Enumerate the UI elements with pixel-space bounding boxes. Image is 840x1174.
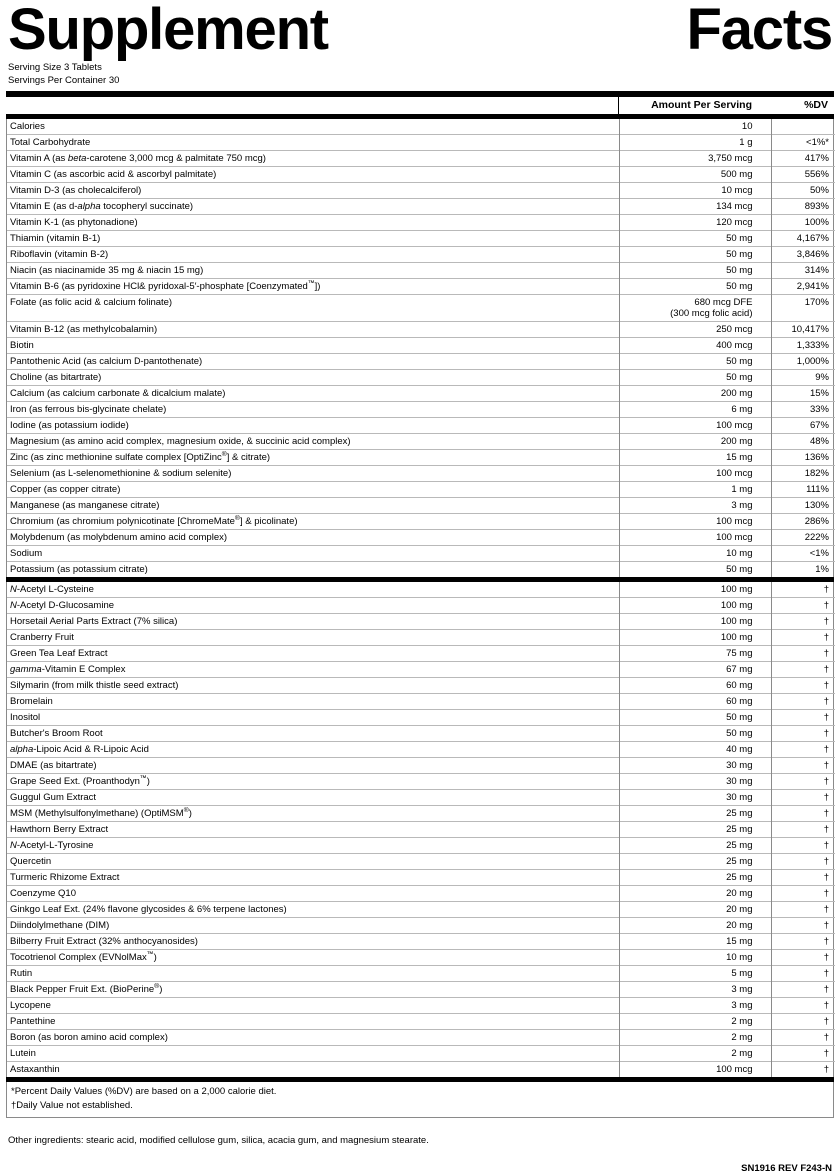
serving-info: [6, 62, 834, 87]
ingredient-name: Iron (as ferrous bis-glycinate chelate): [7, 402, 619, 418]
ingredient-amount: 1 g: [619, 135, 771, 151]
ingredient-daily-value: †: [771, 662, 835, 678]
ingredient-name: alpha-Lipoic Acid & R-Lipoic Acid: [7, 742, 619, 758]
ingredient-row: [7, 822, 835, 838]
ingredient-daily-value: †: [771, 774, 835, 790]
ingredient-row: [7, 338, 835, 354]
ingredient-daily-value: 3,846%: [771, 247, 835, 263]
ingredient-row: [7, 646, 835, 662]
ingredient-amount: 1 mg: [619, 482, 771, 498]
ingredient-row: [7, 774, 835, 790]
ingredient-daily-value: †: [771, 758, 835, 774]
ingredient-amount: 15 mg: [619, 450, 771, 466]
ingredient-name: Calories: [7, 119, 619, 135]
ingredient-daily-value: 222%: [771, 530, 835, 546]
ingredient-amount-sub: (300 mcg folic acid): [670, 308, 753, 320]
ingredient-row: [7, 854, 835, 870]
ingredient-daily-value: 10,417%: [771, 322, 835, 338]
ingredient-amount: 200 mg: [619, 386, 771, 402]
footnote-percent-dv: *Percent Daily Values (%DV) are based on a 2,000 calorie diet.: [11, 1086, 277, 1098]
ingredient-amount: 2 mg: [619, 1030, 771, 1046]
ingredient-daily-value: 67%: [771, 418, 835, 434]
ingredient-row: [7, 498, 835, 514]
ingredient-amount: 50 mg: [619, 370, 771, 386]
ingredient-row: [7, 886, 835, 902]
ingredient-amount: 100 mcg: [619, 418, 771, 434]
ingredient-row: [7, 167, 835, 183]
ingredient-name: Vitamin C (as ascorbic acid & ascorbyl palmitate): [7, 167, 619, 183]
ingredient-name: Hawthorn Berry Extract: [7, 822, 619, 838]
ingredient-name: Vitamin D-3 (as cholecalciferol): [7, 183, 619, 199]
ingredient-name: Folate (as folic acid & calcium folinate): [7, 295, 619, 322]
ingredient-amount: 2 mg: [619, 1014, 771, 1030]
ingredient-name: Quercetin: [7, 854, 619, 870]
ingredient-row: [7, 726, 835, 742]
ingredient-daily-value: †: [771, 1046, 835, 1062]
ingredient-row: [7, 614, 835, 630]
ingredient-name: Horsetail Aerial Parts Extract (7% silica): [7, 614, 619, 630]
ingredient-row: [7, 678, 835, 694]
ingredient-amount: 30 mg: [619, 790, 771, 806]
ingredient-row: [7, 598, 835, 614]
ingredient-amount: 30 mg: [619, 758, 771, 774]
ingredient-amount: 67 mg: [619, 662, 771, 678]
footnotes: [6, 1082, 834, 1117]
ingredient-name: Vitamin B-12 (as methylcobalamin): [7, 322, 619, 338]
ingredient-amount: 50 mg: [619, 354, 771, 370]
ingredient-amount: 20 mg: [619, 886, 771, 902]
ingredient-name: Iodine (as potassium iodide): [7, 418, 619, 434]
ingredient-row: [7, 710, 835, 726]
ingredient-amount: 25 mg: [619, 838, 771, 854]
ingredient-name: Boron (as boron amino acid complex): [7, 1030, 619, 1046]
header-nutrient: [6, 97, 618, 114]
ingredient-row: [7, 902, 835, 918]
ingredient-row: [7, 966, 835, 982]
ingredient-amount: 10 mcg: [619, 183, 771, 199]
ingredient-daily-value: 111%: [771, 482, 835, 498]
ingredient-name: Lycopene: [7, 998, 619, 1014]
header-amount-per-serving: Amount Per Serving: [618, 97, 770, 114]
ingredient-amount: 3 mg: [619, 982, 771, 998]
ingredient-name: Diindolylmethane (DIM): [7, 918, 619, 934]
ingredient-daily-value: †: [771, 1014, 835, 1030]
ingredient-row: [7, 199, 835, 215]
ingredient-row: [7, 1046, 835, 1062]
ingredient-name: Tocotrienol Complex (EVNolMax™): [7, 950, 619, 966]
ingredient-amount: 10 mg: [619, 546, 771, 562]
nutrient-group-main: [6, 119, 834, 577]
ingredient-amount: 75 mg: [619, 646, 771, 662]
ingredient-daily-value: †: [771, 998, 835, 1014]
ingredient-daily-value: 33%: [771, 402, 835, 418]
ingredient-name: Thiamin (vitamin B-1): [7, 231, 619, 247]
ingredient-row: [7, 215, 835, 231]
ingredient-name: Rutin: [7, 966, 619, 982]
ingredient-daily-value: 100%: [771, 215, 835, 231]
ingredient-row: [7, 279, 835, 295]
ingredient-daily-value: †: [771, 646, 835, 662]
ingredient-daily-value: †: [771, 598, 835, 614]
ingredient-name: Magnesium (as amino acid complex, magnesium oxide, & succinic acid complex): [7, 434, 619, 450]
ingredient-row: [7, 514, 835, 530]
ingredient-amount: 25 mg: [619, 806, 771, 822]
ingredient-amount: 10: [619, 119, 771, 135]
ingredient-daily-value: 182%: [771, 466, 835, 482]
ingredient-name: Coenzyme Q10: [7, 886, 619, 902]
ingredient-amount: 100 mg: [619, 614, 771, 630]
ingredient-row: [7, 183, 835, 199]
ingredient-name: Biotin: [7, 338, 619, 354]
ingredient-row: [7, 546, 835, 562]
ingredient-daily-value: †: [771, 870, 835, 886]
ingredient-daily-value: †: [771, 838, 835, 854]
ingredient-row: [7, 151, 835, 167]
ingredient-amount: 30 mg: [619, 774, 771, 790]
ingredient-name: Choline (as bitartrate): [7, 370, 619, 386]
ingredient-row: [7, 322, 835, 338]
ingredient-row: [7, 934, 835, 950]
ingredient-row: [7, 386, 835, 402]
ingredient-daily-value: 1,333%: [771, 338, 835, 354]
ingredient-amount: 50 mg: [619, 726, 771, 742]
ingredient-amount: 250 mcg: [619, 322, 771, 338]
ingredient-daily-value: 50%: [771, 183, 835, 199]
ingredient-daily-value: †: [771, 918, 835, 934]
ingredient-amount: 60 mg: [619, 678, 771, 694]
ingredient-row: [7, 918, 835, 934]
ingredient-daily-value: †: [771, 614, 835, 630]
ingredient-row: [7, 630, 835, 646]
ingredient-name: Molybdenum (as molybdenum amino acid complex): [7, 530, 619, 546]
ingredient-daily-value: 556%: [771, 167, 835, 183]
ingredient-daily-value: †: [771, 854, 835, 870]
ingredient-amount: 50 mg: [619, 710, 771, 726]
ingredient-daily-value: [771, 119, 835, 135]
ingredient-daily-value: †: [771, 902, 835, 918]
ingredient-daily-value: <1%: [771, 546, 835, 562]
ingredient-name: Potassium (as potassium citrate): [7, 562, 619, 578]
ingredient-name: Turmeric Rhizome Extract: [7, 870, 619, 886]
column-header-table: [6, 97, 834, 114]
ingredient-row: [7, 135, 835, 151]
ingredient-daily-value: †: [771, 966, 835, 982]
ingredient-name: Pantothenic Acid (as calcium D-pantothenate): [7, 354, 619, 370]
ingredient-daily-value: 15%: [771, 386, 835, 402]
nutrient-table-main: [7, 119, 835, 577]
ingredient-daily-value: †: [771, 1062, 835, 1078]
ingredient-amount: 500 mg: [619, 167, 771, 183]
ingredient-row: [7, 263, 835, 279]
ingredient-amount: 20 mg: [619, 918, 771, 934]
ingredient-daily-value: 170%: [771, 295, 835, 322]
ingredient-amount: 2 mg: [619, 1046, 771, 1062]
ingredient-row: [7, 790, 835, 806]
ingredient-daily-value: 2,941%: [771, 279, 835, 295]
nutrient-group-blend: [6, 582, 834, 1077]
ingredient-row: [7, 562, 835, 578]
ingredient-amount: 3,750 mcg: [619, 151, 771, 167]
ingredient-daily-value: †: [771, 1030, 835, 1046]
ingredient-name: Lutein: [7, 1046, 619, 1062]
ingredient-name: gamma-Vitamin E Complex: [7, 662, 619, 678]
ingredient-row: [7, 806, 835, 822]
ingredient-daily-value: <1%*: [771, 135, 835, 151]
ingredient-amount: 50 mg: [619, 562, 771, 578]
ingredient-name: Ginkgo Leaf Ext. (24% flavone glycosides & 6% terpene lactones): [7, 902, 619, 918]
ingredient-daily-value: †: [771, 822, 835, 838]
ingredient-amount: 100 mg: [619, 598, 771, 614]
ingredient-amount: 15 mg: [619, 934, 771, 950]
ingredient-daily-value: †: [771, 806, 835, 822]
ingredient-daily-value: †: [771, 790, 835, 806]
ingredient-amount: 100 mcg: [619, 530, 771, 546]
ingredient-name: Total Carbohydrate: [7, 135, 619, 151]
ingredient-amount: 100 mcg: [619, 466, 771, 482]
ingredient-amount: 25 mg: [619, 822, 771, 838]
column-header-row: [6, 97, 834, 114]
ingredient-amount: 120 mcg: [619, 215, 771, 231]
ingredient-daily-value: 48%: [771, 434, 835, 450]
ingredient-name: Vitamin K-1 (as phytonadione): [7, 215, 619, 231]
ingredient-name: Bilberry Fruit Extract (32% anthocyanosides): [7, 934, 619, 950]
ingredient-daily-value: †: [771, 934, 835, 950]
header-percent-dv: %DV: [804, 99, 828, 112]
ingredient-daily-value: †: [771, 710, 835, 726]
ingredient-amount: 25 mg: [619, 870, 771, 886]
ingredient-amount: 50 mg: [619, 263, 771, 279]
ingredient-name: DMAE (as bitartrate): [7, 758, 619, 774]
ingredient-name: Inositol: [7, 710, 619, 726]
ingredient-name: N-Acetyl L-Cysteine: [7, 582, 619, 598]
ingredient-daily-value: †: [771, 982, 835, 998]
ingredient-name: MSM (Methylsulfonylmethane) (OptiMSM®): [7, 806, 619, 822]
ingredient-daily-value: 130%: [771, 498, 835, 514]
ingredient-daily-value: †: [771, 742, 835, 758]
ingredient-daily-value: †: [771, 678, 835, 694]
ingredient-name: Guggul Gum Extract: [7, 790, 619, 806]
ingredient-name: Bromelain: [7, 694, 619, 710]
ingredient-amount: 25 mg: [619, 854, 771, 870]
ingredient-name: Astaxanthin: [7, 1062, 619, 1078]
ingredient-daily-value: †: [771, 630, 835, 646]
ingredient-daily-value: †: [771, 694, 835, 710]
ingredient-row: [7, 1062, 835, 1078]
ingredient-row: [7, 950, 835, 966]
ingredient-name: Riboflavin (vitamin B-2): [7, 247, 619, 263]
ingredient-row: [7, 247, 835, 263]
servings-per-container: Servings Per Container 30: [8, 74, 120, 86]
ingredient-row: [7, 1014, 835, 1030]
product-code: SN1916 REV F243-N: [741, 1162, 832, 1174]
other-ingredients: Other ingredients: stearic acid, modified cellulose gum, silica, acacia gum, and magnesium stearate.: [8, 1134, 429, 1146]
title-word-supplement: Supplement: [8, 0, 328, 62]
ingredient-daily-value: 1,000%: [771, 354, 835, 370]
ingredient-name: Vitamin A (as beta-carotene 3,000 mcg & palmitate 750 mcg): [7, 151, 619, 167]
ingredient-name: Grape Seed Ext. (Proanthodyn™): [7, 774, 619, 790]
ingredient-name: Copper (as copper citrate): [7, 482, 619, 498]
footnote-dagger: †Daily Value not established.: [11, 1099, 133, 1111]
ingredient-name: Chromium (as chromium polynicotinate [ChromeMate®] & picolinate): [7, 514, 619, 530]
ingredient-name: Black Pepper Fruit Ext. (BioPerine®): [7, 982, 619, 998]
ingredient-amount: 20 mg: [619, 902, 771, 918]
ingredient-daily-value: 893%: [771, 199, 835, 215]
ingredient-amount: 10 mg: [619, 950, 771, 966]
ingredient-name: Silymarin (from milk thistle seed extract): [7, 678, 619, 694]
ingredient-daily-value: †: [771, 886, 835, 902]
ingredient-amount: 100 mcg: [619, 1062, 771, 1078]
ingredient-row: [7, 838, 835, 854]
ingredient-daily-value: 1%: [771, 562, 835, 578]
ingredient-row: [7, 662, 835, 678]
ingredient-row: [7, 466, 835, 482]
ingredient-amount: 5 mg: [619, 966, 771, 982]
ingredient-name: Vitamin B-6 (as pyridoxine HCl& pyridoxal-5′-phosphate [Coenzymated™]): [7, 279, 619, 295]
ingredient-row: [7, 119, 835, 135]
ingredient-daily-value: 314%: [771, 263, 835, 279]
ingredient-daily-value: †: [771, 950, 835, 966]
ingredient-amount: 680 mcg DFE (300 mcg folic acid): [619, 295, 771, 322]
ingredient-amount: 134 mcg: [619, 199, 771, 215]
ingredient-amount: 3 mg: [619, 498, 771, 514]
nutrient-table-blend: [7, 582, 835, 1077]
ingredient-amount: 50 mg: [619, 279, 771, 295]
ingredient-row: [7, 482, 835, 498]
ingredient-row: [7, 434, 835, 450]
serving-size: Serving Size 3 Tablets: [8, 62, 102, 74]
ingredient-name: Sodium: [7, 546, 619, 562]
title-word-facts: Facts: [686, 0, 832, 62]
ingredient-row: [7, 530, 835, 546]
ingredient-name: Vitamin E (as d-alpha tocopheryl succinate): [7, 199, 619, 215]
ingredient-amount: 50 mg: [619, 247, 771, 263]
ingredient-row: [7, 982, 835, 998]
ingredient-name: Zinc (as zinc methionine sulfate complex [OptiZinc®] & citrate): [7, 450, 619, 466]
ingredient-row: [7, 742, 835, 758]
ingredient-row: [7, 1030, 835, 1046]
ingredient-name: Manganese (as manganese citrate): [7, 498, 619, 514]
ingredient-amount: 50 mg: [619, 231, 771, 247]
ingredient-row: [7, 998, 835, 1014]
ingredient-daily-value: 286%: [771, 514, 835, 530]
ingredient-daily-value: 4,167%: [771, 231, 835, 247]
ingredient-row: [7, 450, 835, 466]
ingredient-row: [7, 870, 835, 886]
ingredient-name: N-Acetyl-L-Tyrosine: [7, 838, 619, 854]
ingredient-amount: 100 mg: [619, 582, 771, 598]
ingredient-daily-value: 9%: [771, 370, 835, 386]
ingredient-name: Butcher's Broom Root: [7, 726, 619, 742]
ingredient-amount: 100 mg: [619, 630, 771, 646]
panel-title: [6, 0, 834, 62]
ingredient-row: [7, 370, 835, 386]
ingredient-row: [7, 295, 835, 322]
ingredient-row: [7, 354, 835, 370]
ingredient-daily-value: †: [823, 584, 829, 596]
ingredient-amount: 100 mcg: [619, 514, 771, 530]
ingredient-amount: 6 mg: [619, 402, 771, 418]
ingredient-row: [7, 758, 835, 774]
ingredient-amount: 40 mg: [619, 742, 771, 758]
ingredient-daily-value: †: [771, 726, 835, 742]
ingredient-name: Calcium (as calcium carbonate & dicalcium malate): [7, 386, 619, 402]
ingredient-row: [7, 694, 835, 710]
ingredient-name: Green Tea Leaf Extract: [7, 646, 619, 662]
ingredient-amount: 60 mg: [619, 694, 771, 710]
ingredient-name: Selenium (as L-selenomethionine & sodium selenite): [7, 466, 619, 482]
ingredient-amount: 200 mg: [619, 434, 771, 450]
ingredient-amount: 3 mg: [619, 998, 771, 1014]
ingredient-name: Cranberry Fruit: [7, 630, 619, 646]
ingredient-row: [7, 418, 835, 434]
ingredient-name: Pantethine: [7, 1014, 619, 1030]
ingredient-daily-value: 417%: [771, 151, 835, 167]
ingredient-name: N-Acetyl D-Glucosamine: [7, 598, 619, 614]
ingredient-name: Niacin (as niacinamide 35 mg & niacin 15 mg): [7, 263, 619, 279]
ingredient-row: [7, 582, 835, 598]
ingredient-row: [7, 231, 835, 247]
ingredient-amount: 400 mcg: [619, 338, 771, 354]
ingredient-daily-value: 136%: [771, 450, 835, 466]
ingredient-row: [7, 402, 835, 418]
